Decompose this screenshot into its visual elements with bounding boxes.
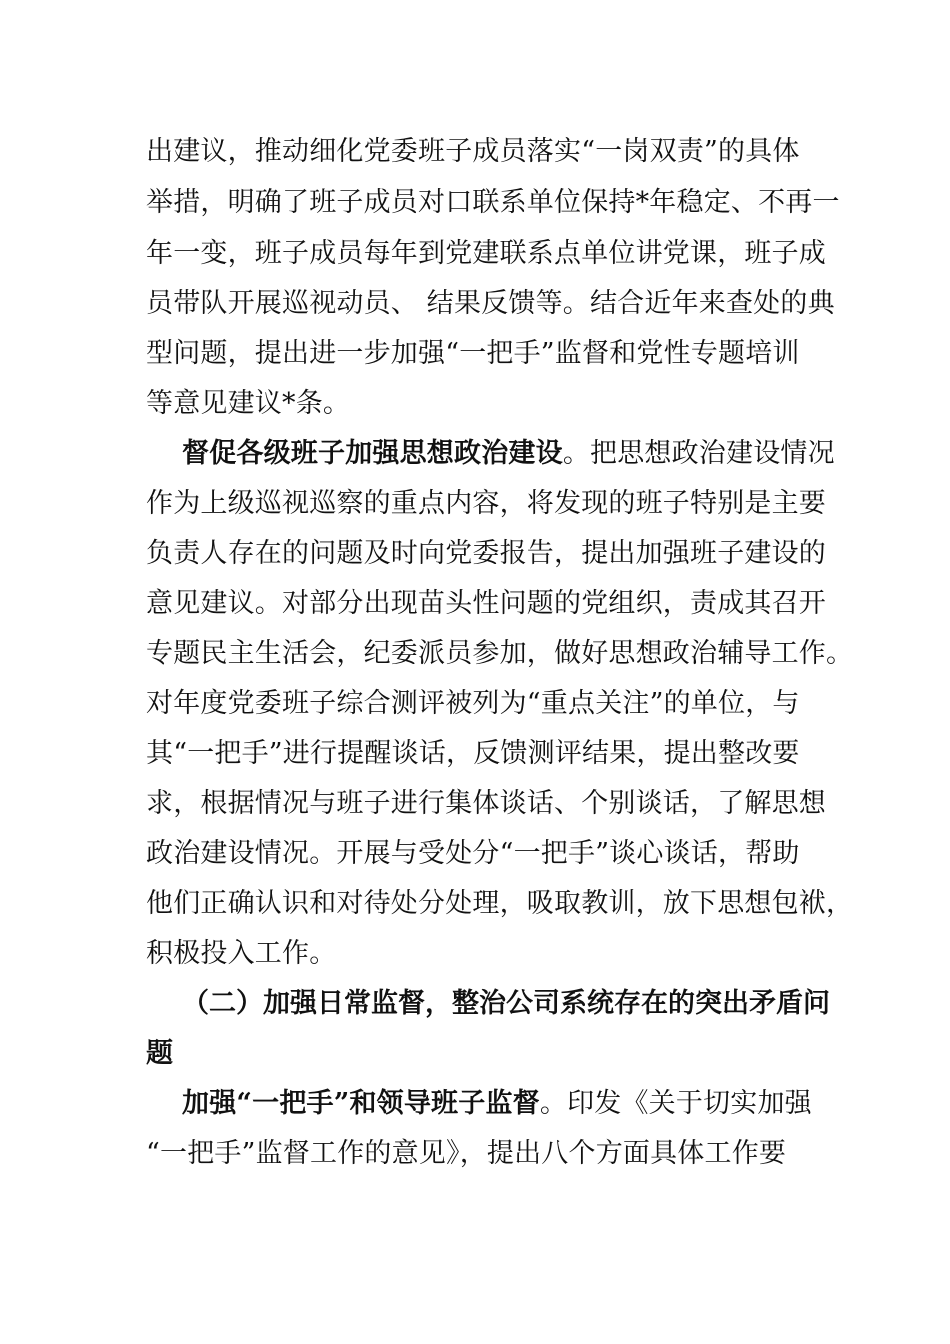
paragraph-3-line-1	[182, 1086, 812, 1122]
paragraph-2-line-7: 其“一把手”进行提醒谈话，反馈测评结果，提出整改要	[146, 738, 800, 769]
section-heading-line-1: （二）加强日常监督，整治公司系统存在的突出矛盾问	[182, 988, 830, 1019]
paragraph-2-line-4: 意见建议。对部分出现苗头性问题的党组织，责成其召开	[146, 588, 826, 619]
paragraph-2-line-10: 他们正确认识和对待处分处理，吸取教训，放下思想包袱，	[146, 888, 854, 919]
paragraph-2-line-9: 政治建设情况。开展与受处分“一把手”谈心谈话，帮助	[146, 838, 800, 869]
paragraph-1-line-3: 年一变，班子成员每年到党建联系点单位讲党课，班子成	[146, 238, 826, 269]
paragraph-1-line-6: 等意见建议*条。	[146, 388, 351, 419]
paragraph-2-line-6: 对年度党委班子综合测评被列为“重点关注”的单位，与	[146, 688, 800, 719]
paragraph-3-line-2: “一把手”监督工作的意见》，提出八个方面具体工作要	[146, 1138, 787, 1169]
paragraph-1-line-1: 出建议，推动细化党委班子成员落实“一岗双责”的具体	[146, 136, 800, 167]
paragraph-1-line-5: 型问题，提出进一步加强“一把手”监督和党性专题培训	[146, 338, 800, 369]
paragraph-2-line-3: 负责人存在的问题及时向党委报告，提出加强班子建设的	[146, 538, 826, 569]
paragraph-2-line-1	[182, 436, 835, 472]
paragraph-2-line-2: 作为上级巡视巡察的重点内容，将发现的班子特别是主要	[146, 488, 826, 519]
paragraph-2-line-8: 求，根据情况与班子进行集体谈话、个别谈话，了解思想	[146, 788, 826, 819]
paragraph-1-line-4: 员带队开展巡视动员、 结果反馈等。结合近年来查处的典	[146, 288, 835, 319]
paragraph-2-first-rest: 。把思想政治建设情况	[562, 438, 835, 469]
paragraph-3-first-rest: 。印发《关于切实加强	[539, 1088, 812, 1119]
paragraph-2-lead: 督促各级班子加强思想政治建设	[182, 438, 563, 469]
paragraph-2-line-11: 积极投入工作。	[146, 938, 337, 969]
paragraph-1-line-2: 举措，明确了班子成员对口联系单位保持*年稳定、不再一	[146, 187, 840, 218]
paragraph-2-line-5: 专题民主生活会，纪委派员参加，做好思想政治辅导工作。	[146, 638, 854, 669]
section-heading-line-2: 题	[146, 1038, 174, 1069]
paragraph-3-lead: 加强“一把手”和领导班子监督	[182, 1088, 540, 1119]
